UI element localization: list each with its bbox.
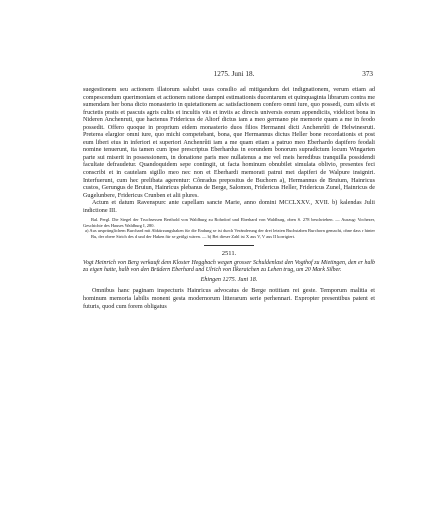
footnotes bbox=[83, 217, 375, 239]
running-header bbox=[95, 69, 373, 79]
textual-note: a) Aus ursprünglichem Burchard mit Abkürzungshaken für die Endung se ist durch Veränderung der drei letzten Buchstaben Burchorn gemacht, ohne dass r hinter Bu, der obere Strich des d und der Haken für se getilgt wären. — b) Bei dieser Zahl ist X aus V, V aus II korrigiert. bbox=[85, 228, 375, 240]
section-divider bbox=[204, 245, 254, 246]
page-number: 373 bbox=[362, 70, 373, 78]
document-number: 2511. bbox=[221, 249, 237, 257]
body-paragraph-2: Actum et datum Ravenspurc ante capellam sancte Marie, anno domini MCCLXXV., XVII. b) kalendas Julii indictione III. bbox=[83, 200, 375, 214]
body-paragraph-1: suegestionem seu actionem illatorum salubri usus consilio ad mitigandum dei indignationem, verum etiam ad compescendum querimoniam et actionem ratione dampni estimationis ducentarum et quinquaginta librarum contra me sumendam her bona dicto monasterio in quietationem ac satisfactionem confero omni iure, quo possedi, cum silvis et fructetis pratis et pascuis agris cultis et incultis viis et inviis ac direcis universis eorum appendiciis, videlicet bona in Nideren Anchenruti, que hactenus Fridericus de Altorf dictus iam a meo germano pie memorie quam a me in feodo possedit. Offero quoque in proprium eidem monasterio duos filios Hermanni dicti Anchenrûti de Helwinesruti. Preterea elargior omni iure, quo michi competebant, bona, que Hermannus dictus Heller bone recordationis et post eum liberi eius in inferiori et superiori Anchenrûti iam a me quam etiam a patruo meo Eberhardo dapifero feodali nomine tenuerunt, ita tamen cum ipse prescriptus Eberhardus in eorundem bonorum supradictum locum Wingarten parte sui miserit in possessionem, in donatione paris mee nullatenus a me vel meis heredibus tranquilla possidendi facultate defraudetur. Quandoquidem sepe contingit, ut facta hominum obnubilet simulata oblivio, presentes feci conscribi et in cautelam sigillo meo nec non et Eberhardi memorati patrui mei dapiferi de Walpure insigniri. Interfuerunt, cum hec prelibata agerentur: Cônradus prepositus de Buchorn a), Hermannus de Bruium, Hainricus custos, Gerungus de Bruiun, Hainricus plebanus de Berge, Salomon, Fridericus Heller, Fridericus Zunel, Hainricus de Gugelunbere, Fridericus Crunben et alii plures. bbox=[83, 87, 375, 199]
header-date: 1275. Juni 18. bbox=[213, 70, 255, 78]
regest-summary: Vogt Heinrich von Berg verkauft dem Kloster Heggbach wegen grosser Schuldenlast den Vogthof zu Mietingen, den er halb zu eigen hatte, halb von den Brüdern Eberhard und Ulrich von Ilkeraichen zu Lehen trug, um 20 Mark Silber. bbox=[83, 259, 375, 273]
opening-paragraph: Omnibus hanc paginam inspecturis Hainricus advocatus de Berge notitiam rei geste. Temporum malitia et hominum memoria labilis monent gesta modernorum litterarum serie perhennari. Expropter presentibus patent et futuris, quod cum forem obligatus bbox=[83, 288, 375, 310]
text-body bbox=[83, 87, 375, 311]
document-dateline: Ehingen 1275. Juni 18. bbox=[200, 277, 258, 284]
source-note: Bal. Pergl. Die Siegel der Truchsessen Berthold von Waldburg zu Rohrdorf und Eberhard von Waldburg, oben S. 278 beschrieben. — Auszug: Vochezer, Geschichte des Hauses Waldburg I, 280. bbox=[83, 217, 375, 228]
